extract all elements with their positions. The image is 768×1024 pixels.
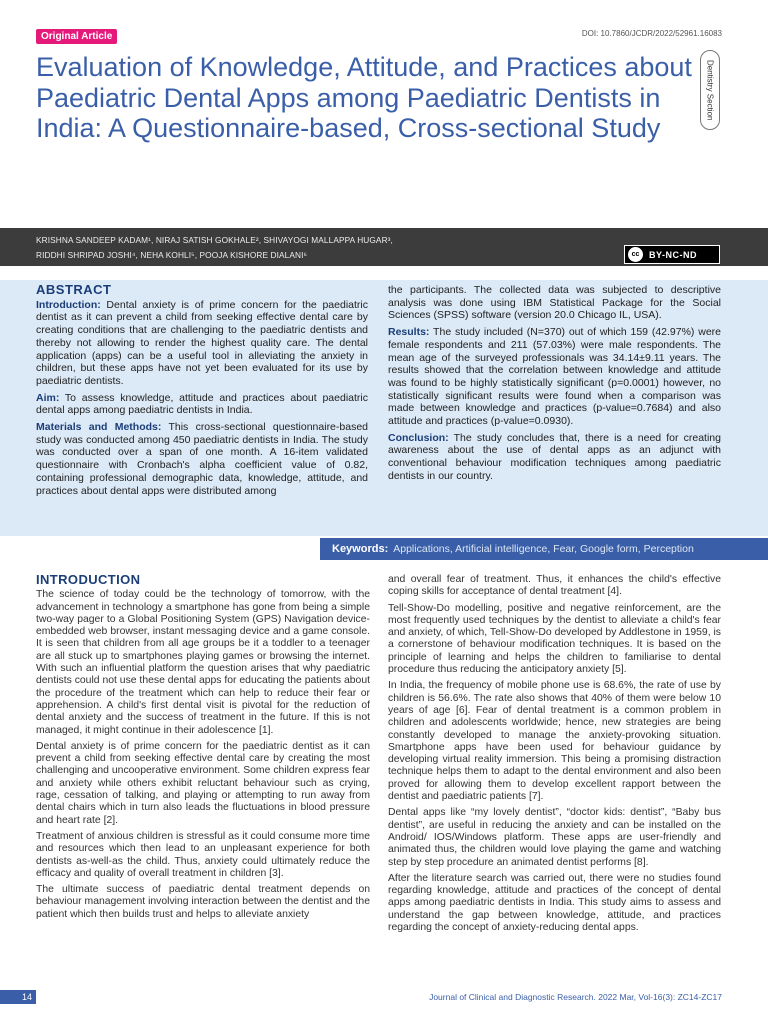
- page-number: 14: [0, 990, 36, 1004]
- journal-footer: Journal of Clinical and Diagnostic Research. 2022 Mar, Vol-16(3): ZC14-ZC17: [429, 992, 722, 1002]
- abstract-conclusion: Conclusion: The study concludes that, there is a need for creating awareness about the use of dental apps as an adjunct with conventional behaviour modification techniques among paediatric dentists in our country.: [388, 431, 721, 482]
- abstract-methods: Materials and Methods: This cross-sectional questionnaire-based study was conducted among 450 paediatric dentists in India. The study was conducted over a span of one month. A 16-item validated questionnaire with Cronbach's alpha coefficient value of 0.82, containing professional demographic data, knowledge, attitude, and practices about dental apps were distributed among: [36, 421, 369, 497]
- abstract-aim: Aim: To assess knowledge, attitude and practices about paediatric dental apps among paediatric dentists in India.: [36, 391, 368, 417]
- author-list: [36, 233, 606, 263]
- body-paragraph: The ultimate success of paediatric dental treatment depends on behaviour management involving interaction between the dentist and the patient which then builds trust and helps to alleviate anxiety: [36, 884, 370, 920]
- body-paragraph: The science of today could be the technology of tomorrow, with the advancement in technology a smartphone has gone from being a simple two-way pager to a Global Positioning System (GPS) Navigation device-embedded web browser, instant messaging device and a game console. It is seen that children from all age groups be it a toddler to a teenager are all stuck up to smartphones playing games or browsing the internet. With such an influential platform the question arises that why paediatric dentists could not use these dental apps for educating the patients about the procedure of the treatment which can help to reduce their fear or apprehension. A child's first dental visit is pivotal for the reduction of dental anxiety and the success of treatment in the future. If this is not managed, it might continue in their adolescence [1].: [36, 589, 370, 736]
- introduction-heading: INTRODUCTION: [36, 572, 141, 587]
- body-paragraph: In India, the frequency of mobile phone use is 68.6%, the rate of use by children is 56.6%. The rate also shows that 40% of them were below 10 years of age [6]. Fear of dental treatment is a common problem in children and adolescents worldwide; hence, new strategies are being constantly developed to manage the anxiety-provoking situation. Smartphone apps have been used for behaviour guidance by developing virtual reality immersion. This being a promising distraction technique helps them to adapt to the dental environment and also been proved for allowing them to develop excellent rapport between the dentist and paediatric patients [7].: [388, 680, 721, 803]
- abstract-results: Results: The study included (N=370) out of which 159 (42.97%) were female respondents and 211 (57.03%) were male respondents. The mean age of the surveyed professionals was 34.14±9.11 years. The results showed that the correlation between knowledge and attitude was found to be highly statistically significant (p=0.0001) however, no statistically significant results were found when a comparison was made between knowledge and practices (p-value=0.7684) and also attitude and practices (p-value=0.0930).: [388, 326, 721, 428]
- creative-commons-icon: cc: [628, 247, 643, 262]
- body-paragraph: and overall fear of treatment. Thus, it enhances the child's effective coping skills for acceptance of dental treatment [4].: [388, 574, 721, 598]
- keywords-list: Applications, Artificial intelligence, Fear, Google form, Perception: [393, 543, 694, 555]
- abstract-methods-continued: the participants. The collected data was subjected to descriptive analysis was done using IBM Statistical Package for the Social Sciences (SPSS) software (version 20.0 Chicago IL, USA).: [388, 284, 721, 322]
- keywords-band: [320, 538, 768, 560]
- body-paragraph: Dental apps like “my lovely dentist”, “doctor kids: dentist”, “Baby bus dentist”, are useful in reducing the anxiety and can be installed on the Android/ IOS/Windows platform. These apps are user-friendly and animated thus, the children would love playing the game and watching step by step procedure an animated dentist performs [8].: [388, 807, 721, 868]
- section-tab-label: Dentistry Section: [705, 59, 715, 121]
- license-text: BY-NC-ND: [649, 249, 697, 260]
- body-paragraph: Dental anxiety is of prime concern for the paediatric dentist as it can prevent a child from seeking effective dental care by creating the most challenging and uncooperative environment. Some children express fear and anxiety while others exhibit reluctant behaviour such as crying, rage, cessation of talking, and playing or attempting to run away from dental chairs which in turn also leads the fluctuations in blood pressure and heart rate [2].: [36, 740, 370, 826]
- abstract-right-column: [388, 284, 721, 487]
- keywords-label: Keywords:: [332, 543, 389, 555]
- section-tab: [700, 50, 720, 130]
- body-left-column: [36, 574, 370, 925]
- author-line-2: RIDDHI SHRIPAD JOSHI⁴, NEHA KOHLI⁵, POOJA KISHORE DIALANI⁶: [36, 250, 308, 260]
- body-paragraph: After the literature search was carried out, there were no studies found regarding knowledge, attitude and practices of the concept of dental apps among paediatric dentists in India. This study aims to assess and understand the gap between knowledge, attitude, and practices regarding the concept of anxiety-reducing dental apps.: [388, 872, 721, 934]
- author-line-1: KRISHNA SANDEEP KADAM¹, NIRAJ SATISH GOKHALE², SHIVAYOGI MALLAPPA HUGAR³,: [36, 235, 393, 245]
- doi-text: DOI: 10.7860/JCDR/2022/52961.16083: [581, 29, 722, 38]
- body-paragraph: Treatment of anxious children is stressful as it could consume more time and resources which then lead to an unpleasant experience for both dentists as-well-as the child. Thus, anxiety could ultimately reduce the efficacy and quality of overall treatment in children [3].: [36, 830, 370, 879]
- abstract-left-column: [36, 284, 368, 501]
- abstract-heading: ABSTRACT: [36, 282, 112, 297]
- license-badge[interactable]: [624, 245, 720, 264]
- abstract-introduction: Introduction: Dental anxiety is of prime concern for the paediatric dentist as it can prevent a child from seeking effective dental care by creating conditions that are challenging to the paediatric dentists and thereby not allowing to render the highest quality care. The dental application (apps) can be a useful tool in alleviating the anxiety in children, but these apps have not yet been evaluated for its use by paediatric dentists.: [36, 298, 368, 387]
- body-paragraph: Tell-Show-Do modelling, positive and negative reinforcement, are the most frequently used techniques by the dentist to alleviate a child's fear and anxiety, of which, Tell-Show-Do developed by Addlestone in 1959, is a cornerstone of behaviour modification techniques. It is based on the principle of learning and helps the children to familiarise to dental procedure thus reducing the anticipatory anxiety [5].: [388, 602, 721, 676]
- body-right-column: [388, 574, 721, 938]
- article-type-badge: Original Article: [36, 29, 117, 44]
- article-title: Evaluation of Knowledge, Attitude, and Practices about Paediatric Dental Apps among Paediatric Dentists in India: A Questionnaire-based, Cross-sectional Study: [36, 52, 692, 143]
